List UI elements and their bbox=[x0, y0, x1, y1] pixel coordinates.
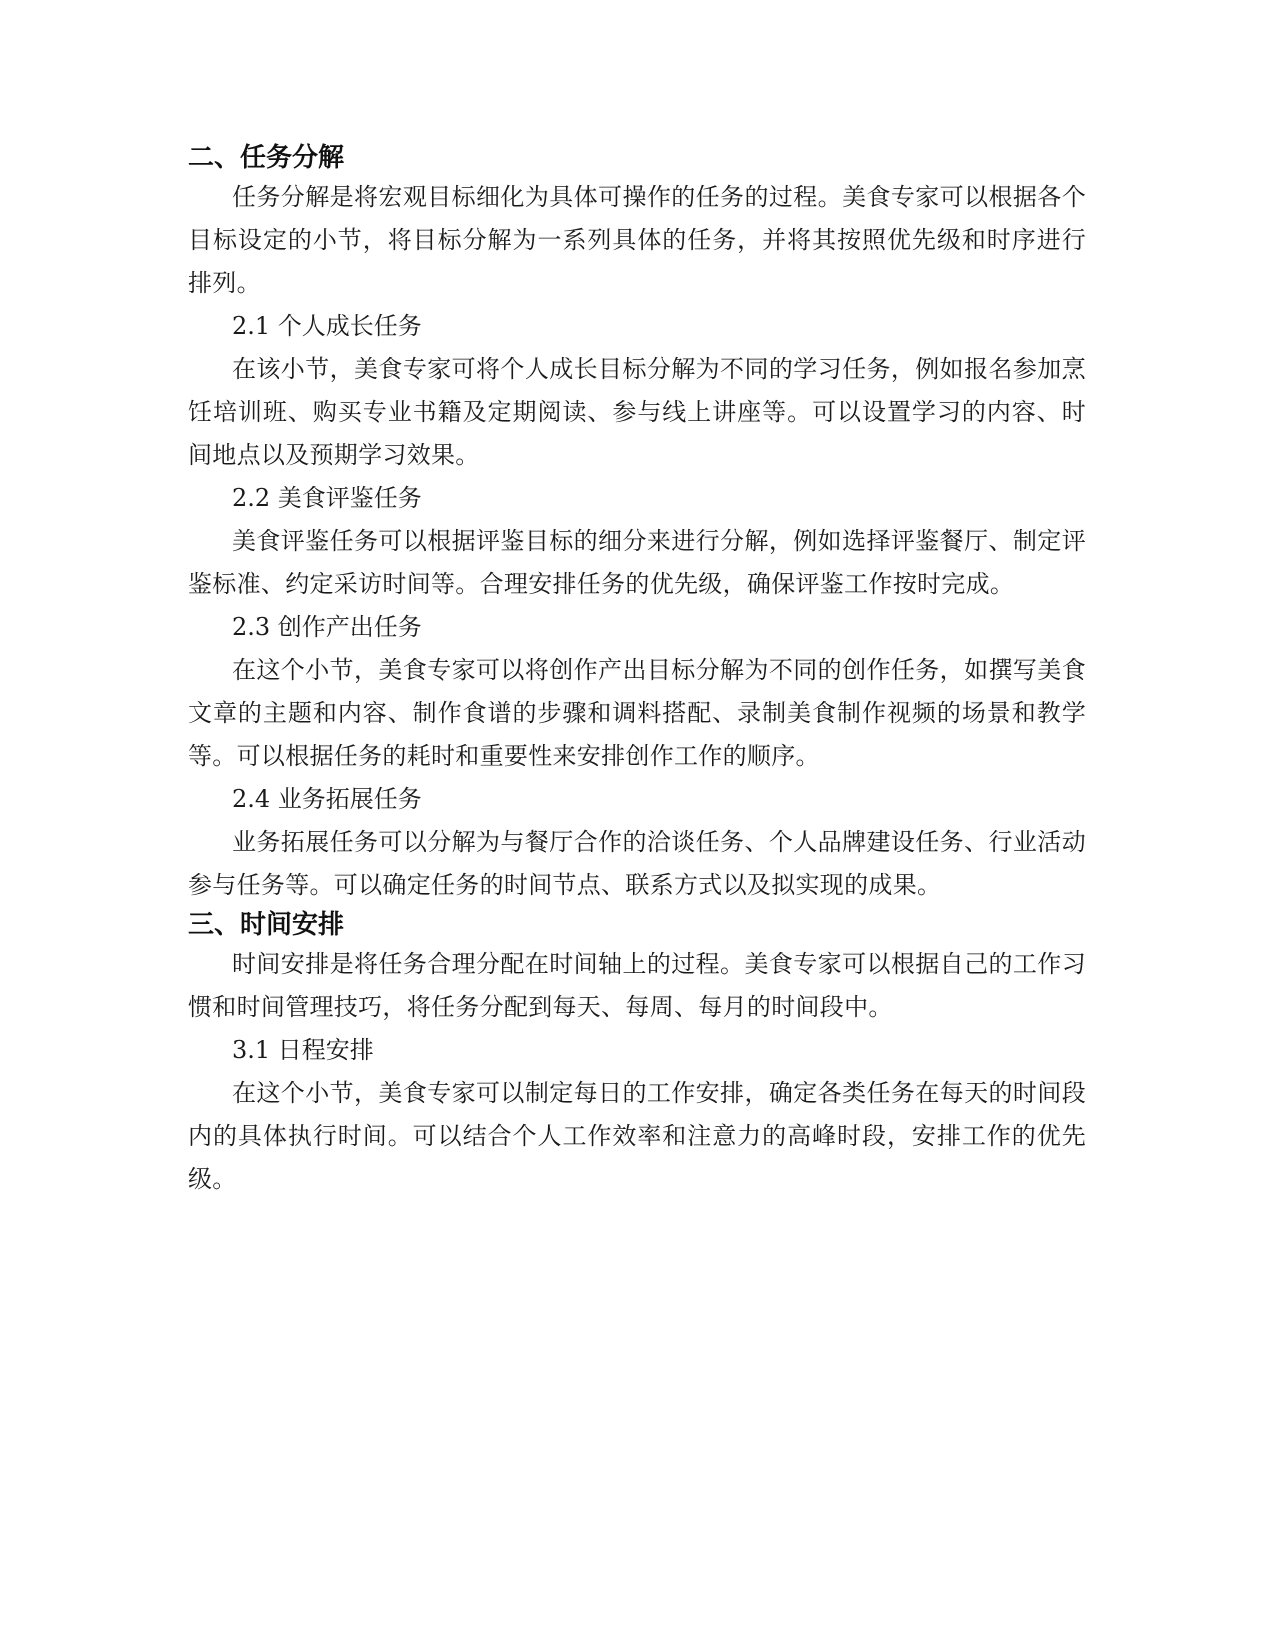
subsection-title-content-creation: 2.3 创作产出任务 bbox=[232, 613, 422, 641]
subsection-title-food-review: 2.2 美食评鉴任务 bbox=[232, 484, 422, 512]
document-page bbox=[188, 140, 1086, 1201]
section-intro-paragraph: 时间安排是将任务合理分配在时间轴上的过程。美食专家可以根据自己的工作习惯和时间管理技巧，将任务分配到每天、每周、每月的时间段中。 bbox=[188, 950, 1086, 1021]
subsection-body-paragraph: 在这个小节，美食专家可以将创作产出目标分解为不同的创作任务，如撰写美食文章的主题和内容、制作食谱的步骤和调料搭配、录制美食制作视频的场景和教学等。可以根据任务的耗时和重要性来安排创作工作的顺序。 bbox=[188, 656, 1086, 770]
subsection-title-daily-schedule: 3.1 日程安排 bbox=[232, 1036, 374, 1064]
subsection-title-personal-growth: 2.1 个人成长任务 bbox=[232, 312, 422, 340]
subsection-body-paragraph: 在这个小节，美食专家可以制定每日的工作安排，确定各类任务在每天的时间段内的具体执行时间。可以结合个人工作效率和注意力的高峰时段，安排工作的优先级。 bbox=[188, 1079, 1086, 1193]
subsection-body-paragraph: 美食评鉴任务可以根据评鉴目标的细分来进行分解，例如选择评鉴餐厅、制定评鉴标准、约定采访时间等。合理安排任务的优先级，确保评鉴工作按时完成。 bbox=[188, 527, 1086, 598]
section-intro-paragraph: 任务分解是将宏观目标细化为具体可操作的任务的过程。美食专家可以根据各个目标设定的小节，将目标分解为一系列具体的任务，并将其按照优先级和时序进行排列。 bbox=[188, 183, 1086, 297]
section-heading-task-breakdown: 二、任务分解 bbox=[188, 143, 345, 173]
subsection-body-paragraph: 在该小节，美食专家可将个人成长目标分解为不同的学习任务，例如报名参加烹饪培训班、购买专业书籍及定期阅读、参与线上讲座等。可以设置学习的内容、时间地点以及预期学习效果。 bbox=[188, 355, 1086, 469]
subsection-title-business-expansion: 2.4 业务拓展任务 bbox=[232, 785, 422, 813]
section-heading-time-schedule: 三、时间安排 bbox=[188, 910, 345, 940]
subsection-body-paragraph: 业务拓展任务可以分解为与餐厅合作的洽谈任务、个人品牌建设任务、行业活动参与任务等。可以确定任务的时间节点、联系方式以及拟实现的成果。 bbox=[188, 828, 1086, 899]
